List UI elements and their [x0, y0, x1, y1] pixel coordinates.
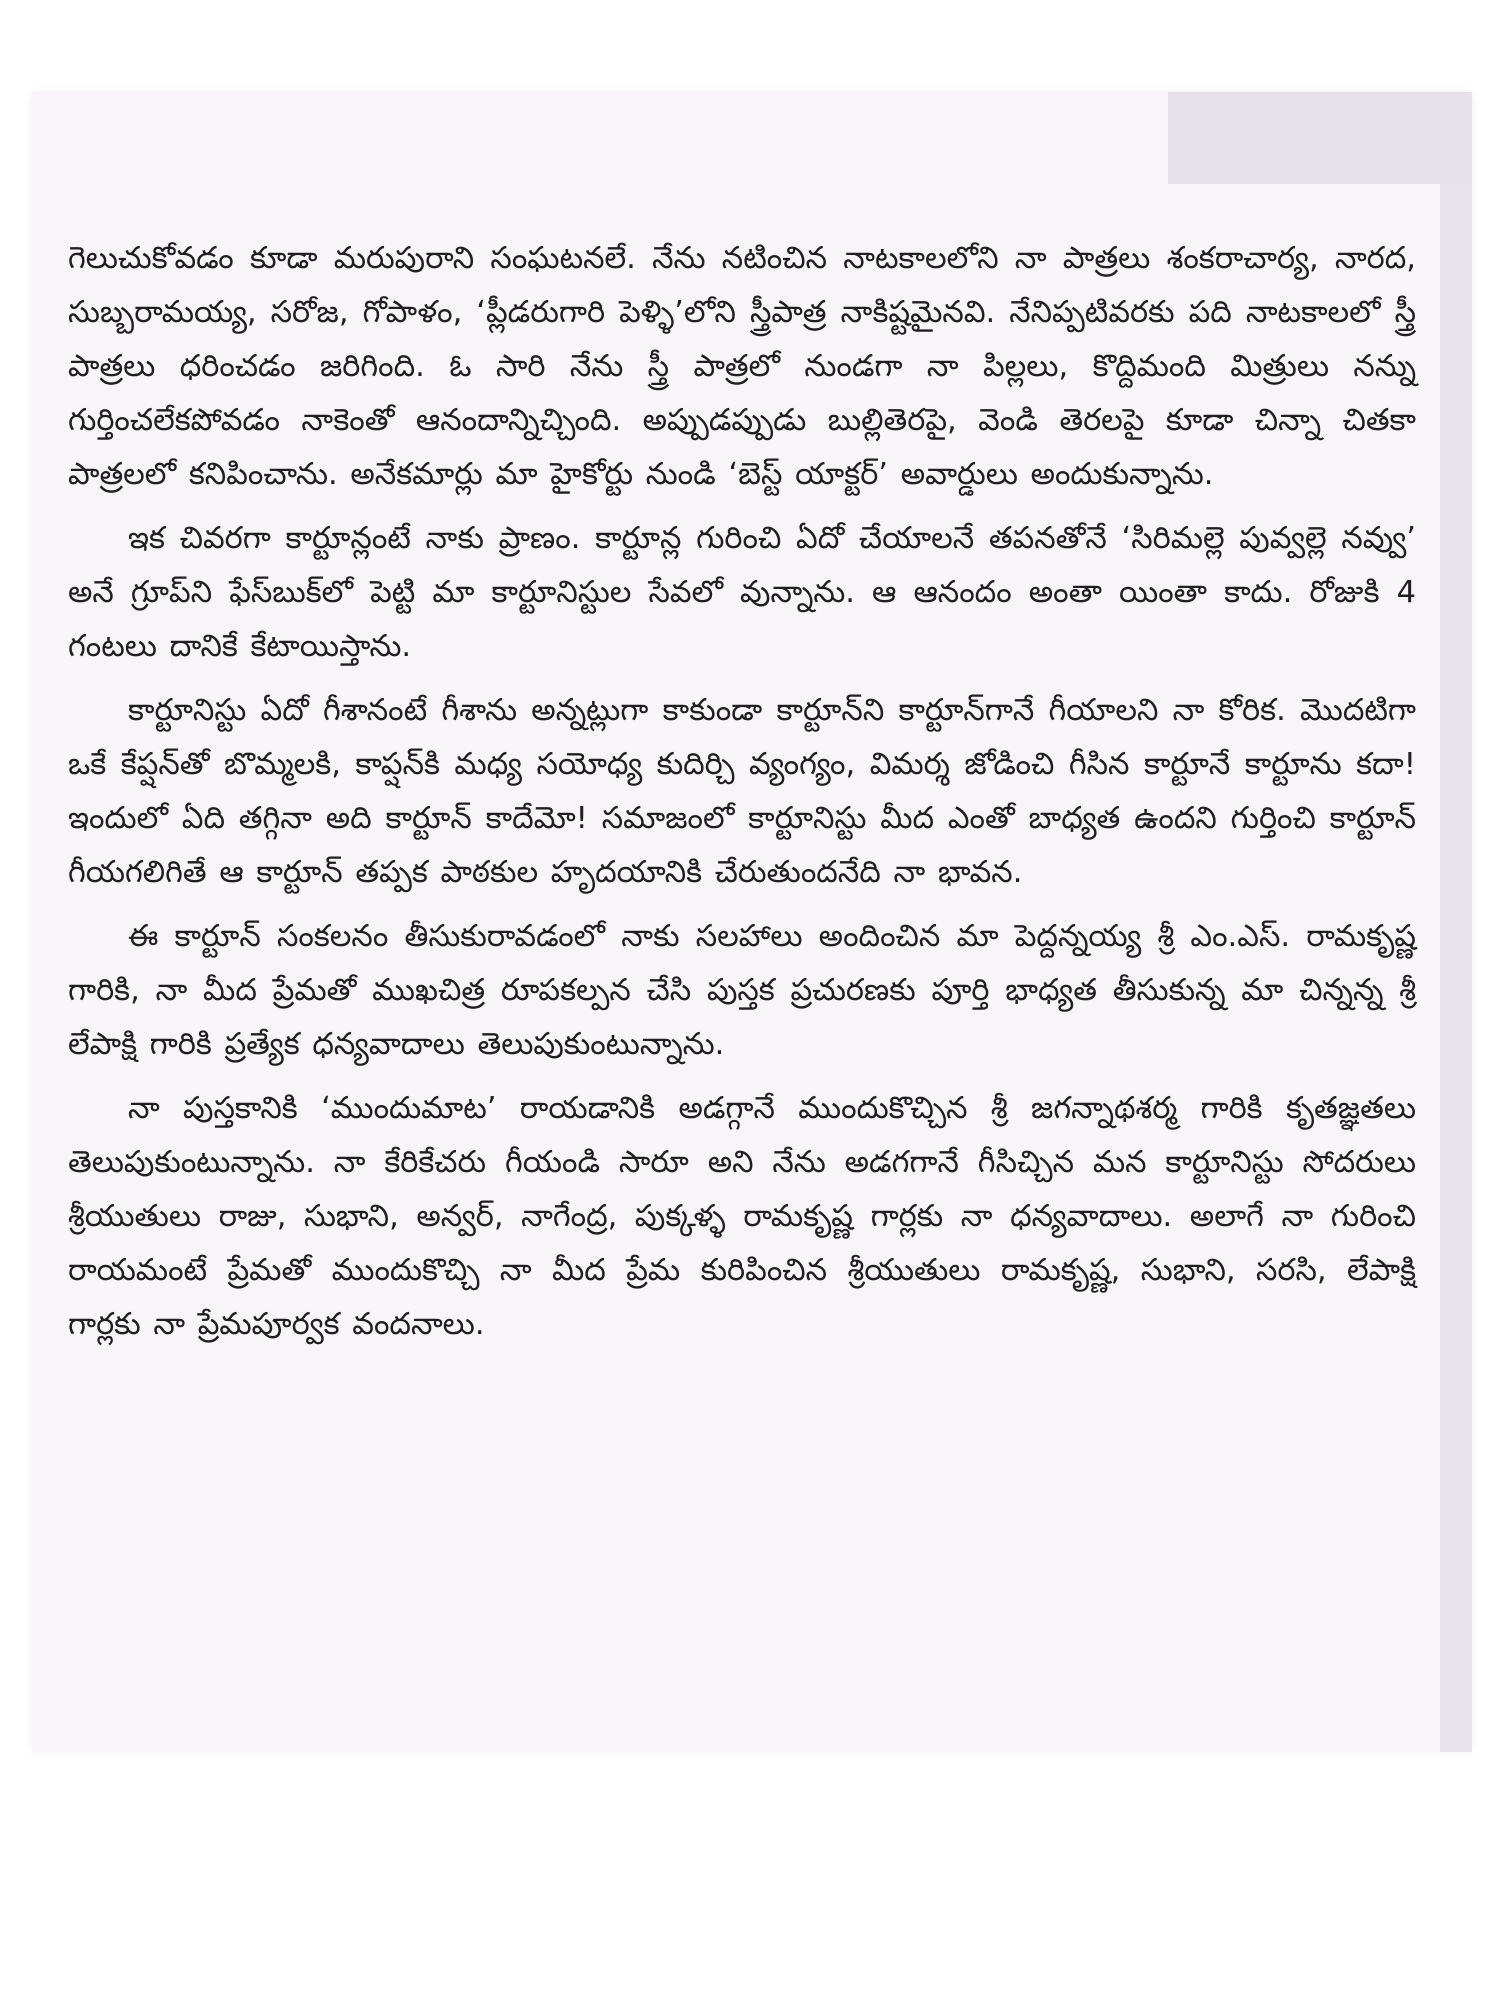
paragraph-4: ఈ కార్టూన్ సంకలనం తీసుకురావడంలో నాకు సలహాలు అందించిన మా పెద్దన్నయ్య శ్రీ ఎం.ఎస్. రామకృష్ణ గారికి, నా మీద ప్రేమతో ముఖచిత్ర రూపకల్పన చేసి పుస్తక ప్రచురణకు పూర్తి భాధ్యత తీసుకున్న మా చిన్నన్న శ్రీ లేపాక్షి గారికి ప్రత్యేక ధన్యవాదాలు తెలుపుకుంటున్నాను. [68, 919, 1416, 1062]
paragraph-1: గెలుచుకోవడం కూడా మరుపురాని సంఘటనలే. నేను నటించిన నాటకాలలోని నా పాత్రలు శంకరాచార్య, నారద, సుబ్బరామయ్య, సరోజ, గోపాళం, ‘ప్లీడరుగారి పెళ్ళి’లోని స్త్రీపాత్ర నాకిష్టమైనవి. నేనిప్పటివరకు పది నాటకాలలో స్త్రీ పాత్రలు ధరించడం జరిగింది. ఓ సారి నేను స్త్రీ పాత్రలో నుండగా నా పిల్లలు, కొద్దిమంది మిత్రులు నన్ను గుర్తించలేకపోవడం నాకెంతో ఆనందాన్నిచ్చింది. అప్పుడప్పుడు బుల్లితెరపై, వెండి తెరలపై కూడా చిన్నా చితకా పాత్రలలో కనిపించాను. అనేకమార్లు మా హైకోర్టు నుండి ‘బెస్ట్ యాక్టర్’ అవార్డులు అందుకున్నాను. [68, 241, 1416, 492]
page-right-band [1440, 184, 1472, 1752]
paragraph-3: కార్టూనిస్టు ఏదో గీశానంటే గీశాను అన్నట్లుగా కాకుండా కార్టూన్‌ని కార్టూన్‌గానే గీయాలని నా కోరిక. మొదటిగా ఒకే కేప్షన్‌తో బొమ్మలకి, కాప్షన్‌కి మధ్య సయోధ్య కుదిర్చి వ్యంగ్యం, విమర్శ జోడించి గీసిన కార్టూనే కార్టూను కదా! ఇందులో ఏది తగ్గినా అది కార్టూన్ కాదేమో! సమాజంలో కార్టూనిస్టు మీద ఎంతో బాధ్యత ఉందని గుర్తించి కార్టూన్ గీయగలిగితే ఆ కార్టూన్ తప్పక పాఠకుల హృదయానికి చేరుతుందనేది నా భావన. [68, 693, 1416, 890]
body-text [68, 232, 1416, 1362]
page-edge-shade [1168, 92, 1472, 184]
paragraph-5: నా పుస్తకానికి ‘ముందుమాట’ రాయడానికి అడగ్గానే ముందుకొచ్చిన శ్రీ జగన్నాథశర్మ గారికి కృతజ్ఞతలు తెలుపుకుంటున్నాను. నా కేరికేచరు గీయండి సారూ అని నేను అడగగానే గీసిచ్చిన మన కార్టూనిస్టు సోదరులు శ్రీయుతులు రాజు, సుభాని, అన్వర్, నాగేంద్ర, పుక్కళ్ళ రామకృష్ణ గార్లకు నా ధన్యవాదాలు. అలాగే నా గురించి రాయమంటే ప్రేమతో ముందుకొచ్చి నా మీద ప్రేమ కురిపించిన శ్రీయుతులు రామకృష్ణ, సుభాని, సరసి, లేపాక్షి గార్లకు నా ప్రేమపూర్వక వందనాలు. [68, 1091, 1416, 1342]
paragraph-2: ఇక చివరగా కార్టూన్లంటే నాకు ప్రాణం. కార్టూన్ల గురించి ఏదో చేయాలనే తపనతోనే ‘సిరిమల్లె పువ్వల్లె నవ్వు’ అనే గ్రూప్‌ని ఫేస్‌బుక్‌లో పెట్టి మా కార్టూనిస్టుల సేవలో వున్నాను. ఆ ఆనందం అంతా యింతా కాదు. రోజుకి 4 గంటలు దానికే కేటాయిస్తాను. [68, 521, 1416, 664]
